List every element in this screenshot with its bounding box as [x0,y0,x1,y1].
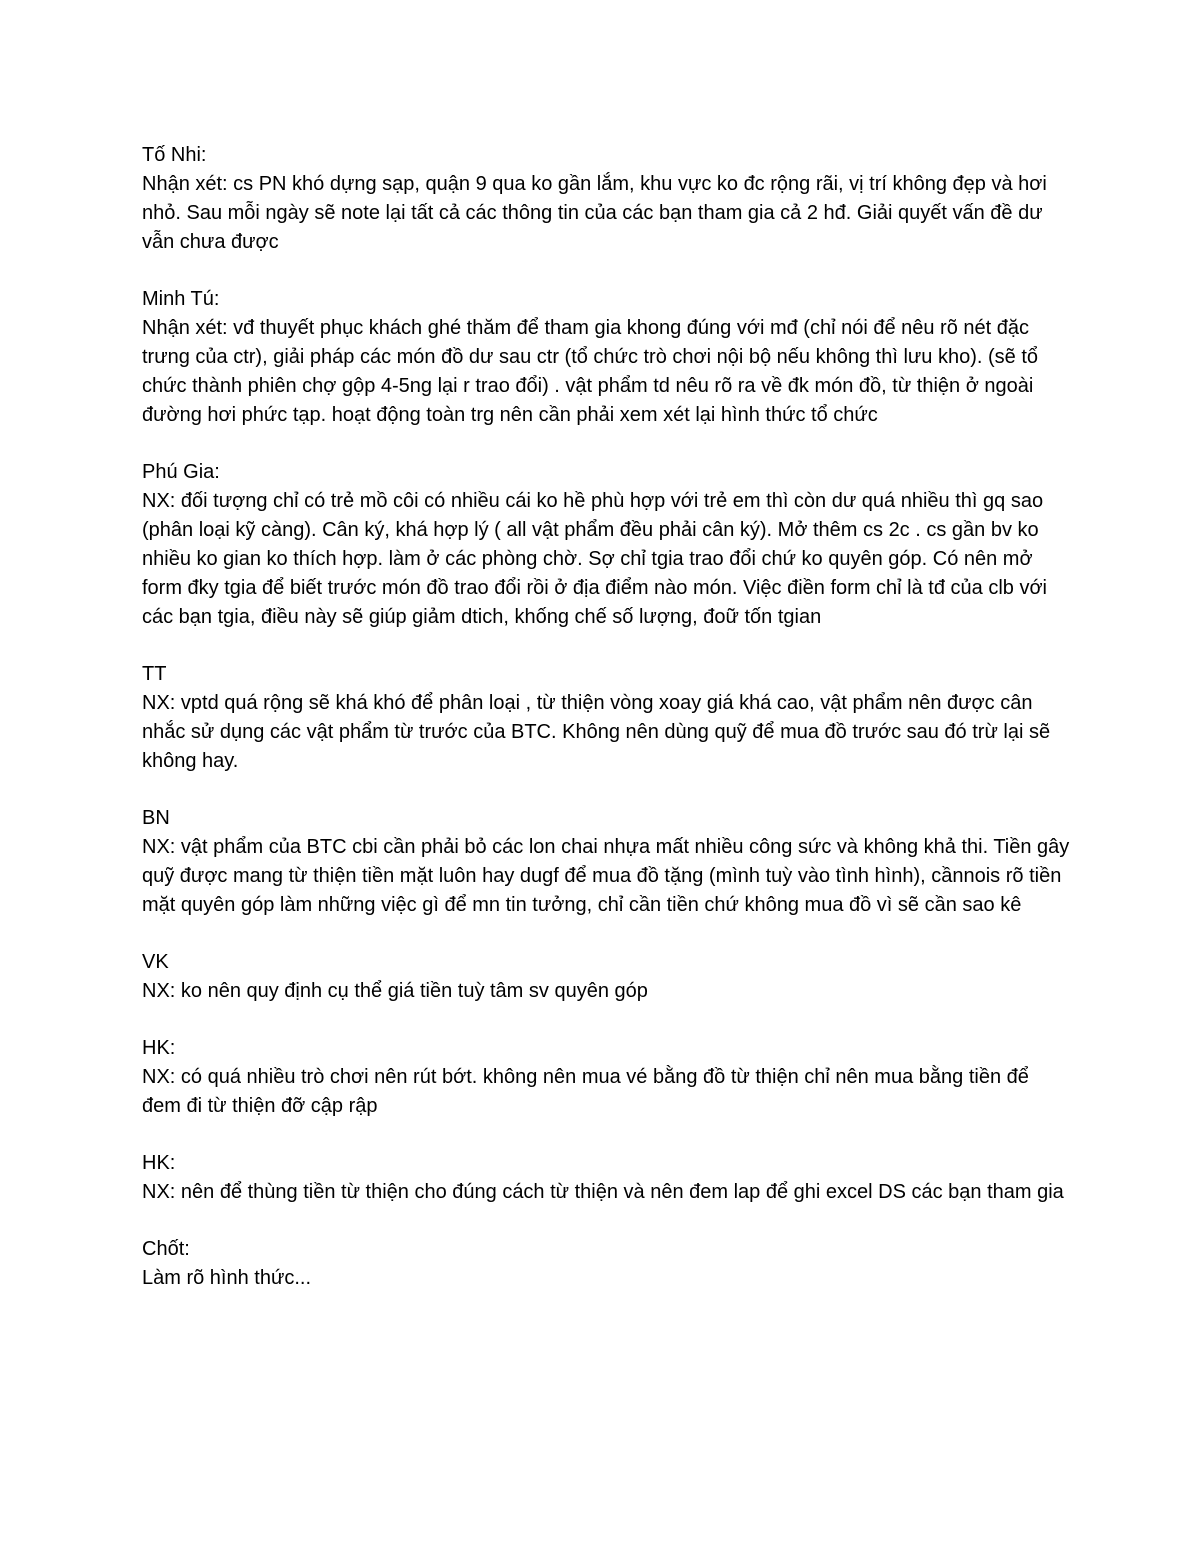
note-section-hk-2 [142,1149,1072,1207]
section-heading: Tố Nhi: [142,144,207,166]
note-section-bn [142,804,1075,920]
section-text: NX: vptd quá rộng sẽ khá khó để phân loại , từ thiện vòng xoay giá khá cao, vật phẩm nên được cân nhắc sử dụng các vật phẩm từ trước của BTC. Không nên dùng quỹ để mua đồ trước sau đó trừ lại sẽ không hay. [142,692,1056,772]
section-heading: Minh Tú: [142,288,220,310]
section-heading: Chốt: [142,1238,190,1260]
section-heading: HK: [142,1037,176,1059]
note-section-to-nhi [142,141,1072,257]
section-text: NX: nên để thùng tiền từ thiện cho đúng cách từ thiện và nên đem lap để ghi excel DS các bạn tham gia [142,1181,1064,1203]
section-text: NX: ko nên quy định cụ thể giá tiền tuỳ tâm sv quyên góp [142,980,648,1002]
section-text: Nhận xét: vđ thuyết phục khách ghé thăm để tham gia khong đúng với mđ (chỉ nói để nêu rõ nét đặc trưng của ctr), giải pháp các món đồ dư sau ctr (tổ chức trò chơi nội bộ nếu không thì lưu kho). (sẽ tổ chức thành phiên chợ gộp 4-5ng lại r trao đổi) . vật phẩm td nêu rõ ra về đk món đồ, từ thiện ở ngoài đường hơi phức tạp. hoạt động toàn trg nên cần phải xem xét lại hình thức tổ chức [142,317,1044,426]
note-section-vk [142,948,1072,1006]
section-text: Làm rõ hình thức... [142,1267,312,1289]
note-section-tt [142,660,1072,776]
section-text: NX: có quá nhiều trò chơi nên rút bớt. không nên mua vé bằng đồ từ thiện chỉ nên mua bằng tiền để đem đi từ thiện đỡ cập rập [142,1066,1035,1117]
note-section-chot [142,1235,1072,1293]
section-heading: Phú Gia: [142,461,220,483]
note-section-minh-tu [142,285,1072,430]
section-heading: BN [142,807,170,829]
section-heading: HK: [142,1152,176,1174]
document-body [142,141,1075,1321]
section-text: Nhận xét: cs PN khó dựng sạp, quận 9 qua ko gần lắm, khu vực ko đc rộng rãi, vị trí không đẹp và hơi nhỏ. Sau mỗi ngày sẽ note lại tất cả các thông tin của các bạn tham gia cả 2 hđ. Giải quyết vấn đề dư vẫn chưa được [142,173,1053,253]
section-heading: TT [142,663,167,685]
note-section-phu-gia [142,458,1072,632]
note-section-hk-1 [142,1034,1072,1121]
section-heading: VK [142,951,169,973]
section-text: NX: vật phẩm của BTC cbi cần phải bỏ các lon chai nhựa mất nhiều công sức và không khả thi. Tiền gây quỹ được mang từ thiện tiền mặt luôn hay dugf để mua đồ tặng (mình tuỳ vào tình hình), cầnnois rõ tiền mặt quyên góp làm những việc gì để mn tin tưởng, chỉ cần tiền chứ không mua đồ vì sẽ cần sao kê [142,836,1075,916]
section-text: NX: đối tượng chỉ có trẻ mồ côi có nhiều cái ko hề phù hợp với trẻ em thì còn dư quá nhiều thì gq sao (phân loại kỹ càng). Cân ký, khá hợp lý ( all vật phẩm đều phải cân ký). Mở thêm cs 2c . cs gần bv ko nhiều ko gian ko thích hợp. làm ở các phòng chờ. Sợ chỉ tgia trao đổi chứ ko quyên góp. Có nên mở form đky tgia để biết trước món đồ trao đổi rồi ở địa điểm nào món. Việc điền form chỉ là tđ của clb với các bạn tgia, điều này sẽ giúp giảm dtich, khống chế số lượng, đoữ tốn tgian [142,490,1053,628]
